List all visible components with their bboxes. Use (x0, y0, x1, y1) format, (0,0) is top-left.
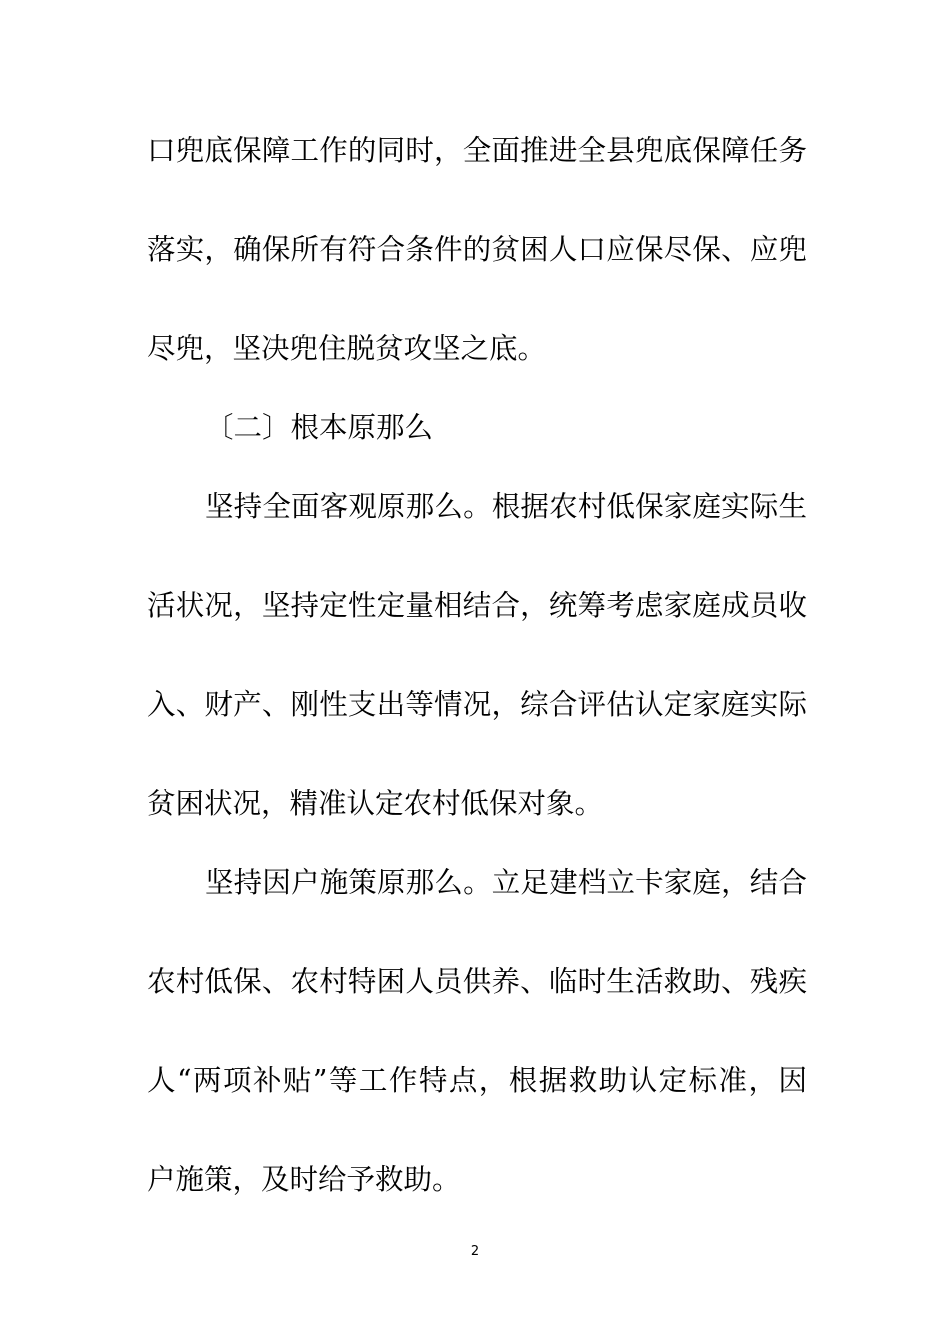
paragraph-line: 人“两项补贴”等工作特点，根据救助认定标准，因 (147, 1064, 807, 1097)
paragraph-line: 活状况，坚持定性定量相结合，统筹考虑家庭成员收 (147, 589, 807, 622)
paragraph-line: 坚持全面客观原那么。根据农村低保家庭实际生 (205, 490, 807, 523)
paragraph-line: 户施策，及时给予救助。 (147, 1163, 461, 1196)
paragraph-line: 入、财产、刚性支出等情况，综合评估认定家庭实际 (147, 688, 807, 721)
section-heading: 〔二〕根本原那么 (205, 411, 434, 444)
paragraph-line: 农村低保、农村特困人员供养、临时生活救助、残疾 (147, 965, 807, 998)
page-number: 2 (470, 1244, 480, 1259)
paragraph-line: 尽兜，坚决兜住脱贫攻坚之底。 (147, 332, 547, 365)
paragraph-line: 贫困状况，精准认定农村低保对象。 (147, 787, 604, 820)
paragraph-line: 口兜底保障工作的同时，全面推进全县兜底保障任务 (147, 134, 807, 167)
paragraph-line: 坚持因户施策原那么。立足建档立卡家庭，结合 (205, 866, 807, 899)
paragraph-line: 落实，确保所有符合条件的贫困人口应保尽保、应兜 (147, 233, 807, 266)
